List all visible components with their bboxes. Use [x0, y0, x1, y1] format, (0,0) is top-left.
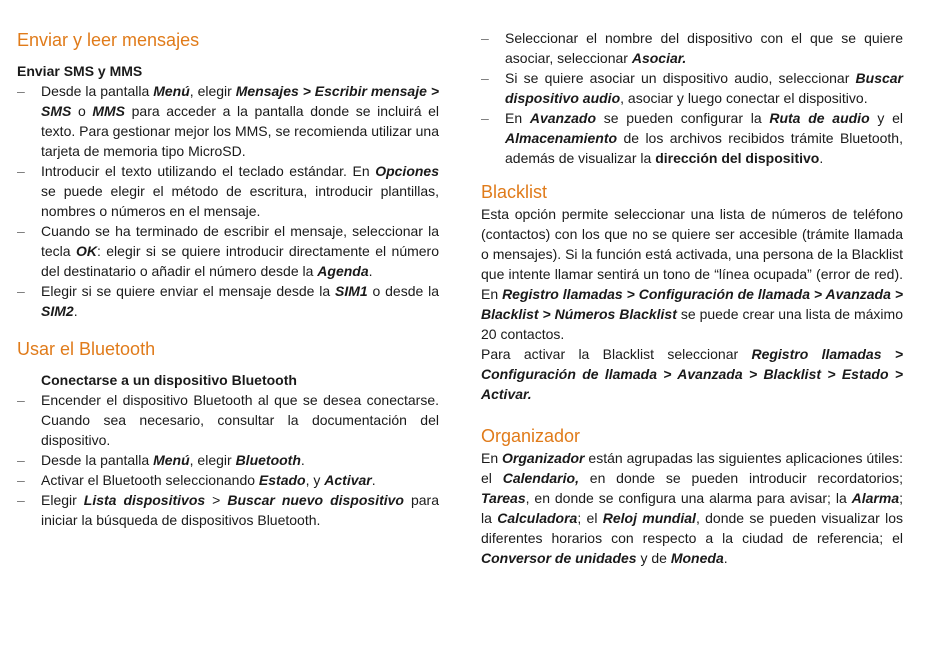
- emphasis-run: OK: [75, 243, 97, 259]
- organizador-body: [481, 448, 903, 568]
- blacklist-body: [481, 204, 903, 404]
- text-run: Desde la pantalla: [41, 452, 154, 468]
- text-run: Seleccionar el nombre del dispositivo con el que se quiere asociar, seleccionar: [505, 30, 903, 66]
- left-column: [17, 28, 439, 530]
- list-item: [481, 108, 903, 168]
- text-run: : elegir si se quiere introducir directamente el número del destinatario o añadir el número desde la: [41, 243, 440, 279]
- emphasis-run: Estado: [258, 472, 306, 488]
- emphasis-run: Bluetooth: [235, 452, 301, 468]
- text-run: Esta opción permite seleccionar una lista de números de teléfono (contactos) con los que no se quiere ser accesible (trámite llamada o mensajes). Si la función está activada, una persona de la Blacklist que intente llamar sentirá un tono de “línea ocupada” (error de red). En: [481, 206, 903, 302]
- text-run: Desde la pantalla: [41, 83, 154, 99]
- emphasis-run: Mensajes > Escribir mensaje > SMS: [41, 83, 439, 119]
- text-run: , en donde se configura una alarma para avisar; la: [525, 490, 852, 506]
- emphasis-run: Moneda: [670, 550, 724, 566]
- text-run: Cuando se ha terminado de escribir el mensaje, seleccionar la tecla: [41, 223, 439, 259]
- text-run: , donde se pueden visualizar los diferentes horarios con respecto a la ciudad de referencia; el: [481, 510, 903, 546]
- section-title-blacklist: Blacklist: [481, 182, 548, 202]
- text-run: están agrupadas las siguientes aplicaciones útiles: el: [481, 450, 903, 486]
- text-run: y el: [869, 110, 904, 126]
- emphasis-run: Avanzado: [529, 110, 596, 126]
- text-run: Introducir el texto utilizando el teclado estándar. En: [41, 163, 376, 179]
- bold-run: dirección del dispositivo: [655, 150, 820, 166]
- emphasis-run: Organizador: [502, 450, 585, 466]
- emphasis-run: Tareas: [481, 490, 526, 506]
- emphasis-run: Agenda: [317, 263, 369, 279]
- emphasis-run: Almacenamiento: [505, 130, 618, 146]
- emphasis-run: Calendario,: [502, 470, 579, 486]
- section-title-organizador: Organizador: [481, 426, 581, 446]
- text-run: , elegir: [189, 452, 236, 468]
- emphasis-run: Ruta de audio: [769, 110, 870, 126]
- text-run: o desde la: [367, 283, 439, 299]
- right-column: [481, 28, 903, 568]
- subtitle-conectarse-bluetooth: Conectarse a un dispositivo Bluetooth: [41, 372, 297, 388]
- list-item: [17, 450, 439, 470]
- subtitle-enviar-sms: Enviar SMS y MMS: [17, 63, 143, 79]
- emphasis-run: Calculadora: [497, 510, 578, 526]
- list-mensajes: [17, 81, 439, 321]
- text-run: se pueden configurar la: [596, 110, 770, 126]
- text-run: en donde se pueden introducir recordatorios;: [578, 470, 904, 486]
- paragraph: [481, 344, 903, 404]
- list-item: [17, 221, 439, 281]
- list-bluetooth: [17, 390, 439, 530]
- list-item: [17, 390, 439, 450]
- text-run: Activar el Bluetooth seleccionando: [41, 472, 259, 488]
- text-run: .: [371, 472, 376, 488]
- text-run: se puede crear una lista de máximo 20 contactos.: [481, 306, 903, 342]
- text-run: .: [368, 263, 373, 279]
- list-item: [481, 68, 903, 108]
- text-run: En: [505, 110, 530, 126]
- emphasis-run: Menú: [153, 452, 190, 468]
- paragraph: [481, 448, 903, 568]
- list-item: [17, 281, 439, 321]
- emphasis-run: Activar: [324, 472, 372, 488]
- text-run: ; la: [481, 490, 903, 526]
- paragraph: [481, 204, 903, 344]
- emphasis-run: SIM2: [41, 303, 74, 319]
- list-item: [17, 470, 439, 490]
- text-run: Elegir si se quiere enviar el mensaje desde la: [41, 283, 336, 299]
- text-run: , y: [305, 472, 325, 488]
- section-title-bluetooth: Usar el Bluetooth: [17, 339, 156, 359]
- text-run: , elegir: [189, 83, 236, 99]
- text-run: para acceder a la pantalla donde se incluirá el texto. Para gestionar mejor los MMS, se recomienda utilizar una tarjeta de memoria tipo MicroSD.: [41, 103, 439, 159]
- list-bluetooth-cont: [481, 28, 903, 168]
- list-item: [17, 81, 439, 161]
- list-item: [481, 28, 903, 68]
- emphasis-run: MMS: [92, 103, 126, 119]
- emphasis-run: Buscar nuevo dispositivo: [227, 492, 404, 508]
- text-run: .: [819, 150, 824, 166]
- text-run: y de: [636, 550, 671, 566]
- text-run: o: [71, 103, 93, 119]
- text-run: .: [300, 452, 305, 468]
- text-run: Elegir: [41, 492, 84, 508]
- emphasis-run: Alarma: [851, 490, 900, 506]
- text-run: .: [73, 303, 78, 319]
- text-run: Para activar la Blacklist seleccionar: [481, 346, 752, 362]
- emphasis-run: Reloj mundial: [602, 510, 696, 526]
- emphasis-run: Buscar dispositivo audio: [505, 70, 903, 106]
- text-run: ; el: [577, 510, 603, 526]
- list-item: [17, 161, 439, 221]
- text-run: En: [481, 450, 503, 466]
- text-run: >: [205, 492, 228, 508]
- text-run: , asociar y luego conectar el dispositivo.: [620, 90, 868, 106]
- text-run: Si se quiere asociar un dispositivo audio, seleccionar: [505, 70, 856, 86]
- text-run: Encender el dispositivo Bluetooth al que se desea conectarse. Cuando sea necesario, consultar la documentación del dispositivo.: [41, 392, 439, 448]
- emphasis-run: Menú: [153, 83, 190, 99]
- text-run: para iniciar la búsqueda de dispositivos Bluetooth.: [41, 492, 439, 528]
- text-run: .: [723, 550, 728, 566]
- emphasis-run: Lista dispositivos: [83, 492, 206, 508]
- emphasis-run: Registro llamadas > Configuración de llamada > Avanzada > Blacklist > Números Blacklist: [481, 286, 903, 322]
- list-item: [17, 490, 439, 530]
- emphasis-run: Conversor de unidades: [481, 550, 637, 566]
- emphasis-run: Asociar.: [631, 50, 687, 66]
- emphasis-run: SIM1: [335, 283, 368, 299]
- text-run: de los archivos recibidos trámite Bluetooth, además de visualizar la: [505, 130, 903, 166]
- text-run: se puede elegir el método de escritura, introducir plantillas, nombres o números en el mensaje.: [41, 183, 439, 219]
- section-title-mensajes: Enviar y leer mensajes: [17, 30, 200, 50]
- emphasis-run: Opciones: [375, 163, 439, 179]
- emphasis-run: Registro llamadas > Configuración de llamada > Avanzada > Blacklist > Estado > Activar.: [481, 346, 903, 402]
